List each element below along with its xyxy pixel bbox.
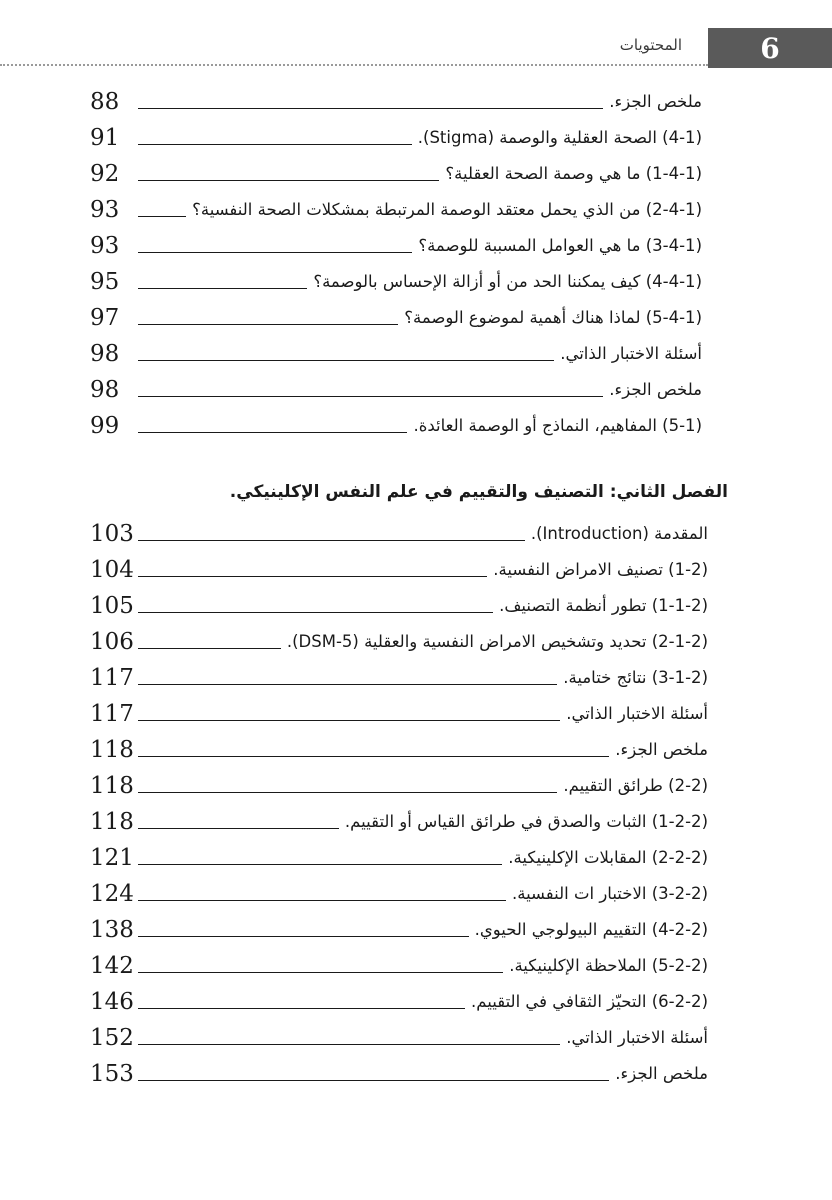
toc-entry — [90, 516, 710, 552]
toc-leader-line — [138, 272, 307, 289]
toc-page-number: 98 — [90, 377, 120, 403]
toc-entry-title: ملخص الجزء. — [615, 740, 708, 759]
toc-entry — [90, 1056, 710, 1092]
toc-entry — [90, 1020, 710, 1056]
toc-leader-line — [138, 776, 557, 793]
toc-leader-line — [138, 236, 412, 253]
toc-entry — [90, 408, 710, 444]
toc-leader-line — [138, 524, 525, 541]
toc-entry-title: (1-2-2) الثبات والصدق في طرائق القياس أو التقييم. — [344, 812, 708, 831]
toc-leader-line — [138, 1028, 560, 1045]
toc-entry — [90, 372, 710, 408]
toc-entry-title: (6-2-2) التحيّز الثقافي في التقييم. — [471, 992, 708, 1011]
toc-leader-line — [138, 884, 506, 901]
toc-page-number: 98 — [90, 341, 120, 367]
toc-entry — [90, 300, 710, 336]
toc-entry — [90, 336, 710, 372]
toc-entry — [90, 120, 710, 156]
toc-leader-line — [138, 560, 487, 577]
page-number: 6 — [760, 31, 780, 65]
toc-page-number: 97 — [90, 305, 120, 331]
toc-page-number: 118 — [90, 773, 134, 799]
toc-entry-title: المقدمة (Introduction). — [530, 524, 708, 543]
toc-leader-line — [138, 92, 603, 109]
toc-entry — [90, 732, 710, 768]
toc-page-number: 146 — [90, 989, 134, 1015]
toc-leader-line — [138, 920, 469, 937]
toc-page-number: 138 — [90, 917, 134, 943]
toc-entry — [90, 660, 710, 696]
toc-page-number: 91 — [90, 125, 120, 151]
toc-entry — [90, 192, 710, 228]
toc-leader-line — [138, 164, 439, 181]
toc-page-number: 88 — [90, 89, 120, 115]
toc-leader-line — [138, 848, 502, 865]
toc-leader-line — [138, 128, 412, 145]
toc-page-number: 106 — [90, 629, 134, 655]
toc-leader-line — [138, 992, 465, 1009]
toc-entry-title: (4-2-2) التقييم البيولوجي الحيوي. — [474, 920, 708, 939]
toc-entry-title: (3-4-1) ما هي العوامل المسببة للوصمة؟ — [418, 236, 702, 255]
toc-entry — [90, 588, 710, 624]
toc-entry-title: ملخص الجزء. — [609, 92, 702, 111]
toc-entry-title: (2-4-1) من الذي يحمل معتقد الوصمة المرتبطة بمشكلات الصحة النفسية؟ — [192, 200, 702, 219]
chapter-title: الفصل الثاني: التصنيف والتقييم في علم النفس الإكلينيكي. — [229, 482, 728, 502]
toc-entry — [90, 552, 710, 588]
toc-entry-title: ملخص الجزء. — [615, 1064, 708, 1083]
toc-page-number: 104 — [90, 557, 134, 583]
page-number-box — [708, 28, 832, 68]
toc-leader-line — [138, 956, 503, 973]
toc-entry-title: (5-1) المفاهيم، النماذج أو الوصمة العائدة. — [413, 416, 702, 435]
toc-entry-title: (1-2) تصنيف الامراض النفسية. — [493, 560, 708, 579]
toc-entry-title: ملخص الجزء. — [609, 380, 702, 399]
header-dotted-rule — [0, 64, 708, 66]
toc-leader-line — [138, 740, 609, 757]
toc-entry-title: (3-1-2) نتائج ختامية. — [563, 668, 708, 687]
toc-entry — [90, 156, 710, 192]
toc-page-number: 92 — [90, 161, 120, 187]
toc-entry — [90, 948, 710, 984]
toc-leader-line — [138, 200, 186, 217]
toc-entry-title: (5-4-1) لماذا هناك أهمية لموضوع الوصمة؟ — [404, 308, 702, 327]
toc-entry — [90, 228, 710, 264]
toc-page-number: 93 — [90, 233, 120, 259]
toc-entry — [90, 696, 710, 732]
toc-entry-title: (2-2-2) المقابلات الإكلينيكية. — [508, 848, 708, 867]
toc-leader-line — [138, 704, 560, 721]
toc-entry-title: أسئلة الاختبار الذاتي. — [566, 1028, 708, 1047]
toc-entry — [90, 840, 710, 876]
toc-entry — [90, 984, 710, 1020]
toc-leader-line — [138, 416, 407, 433]
toc-leader-line — [138, 668, 557, 685]
toc-page-number: 121 — [90, 845, 134, 871]
toc-entry-title: (1-1-2) تطور أنظمة التصنيف. — [499, 596, 708, 615]
toc-leader-line — [138, 812, 339, 829]
toc-entry-title: (2-2) طرائق التقييم. — [563, 776, 708, 795]
toc-page-number: 99 — [90, 413, 120, 439]
toc-entry — [90, 804, 710, 840]
toc-page-number: 117 — [90, 665, 134, 691]
toc-entry — [90, 912, 710, 948]
toc-page-number: 93 — [90, 197, 120, 223]
toc-entry — [90, 84, 710, 120]
toc-page-number: 124 — [90, 881, 134, 907]
toc-leader-line — [138, 596, 493, 613]
toc-page-number: 152 — [90, 1025, 134, 1051]
toc-page-number: 153 — [90, 1061, 134, 1087]
toc-entry — [90, 768, 710, 804]
toc-entry-title: (4-1) الصحة العقلية والوصمة (Stigma). — [417, 128, 702, 147]
running-header-title: المحتويات — [619, 36, 682, 54]
toc-page-number: 95 — [90, 269, 120, 295]
toc-entry — [90, 264, 710, 300]
toc-leader-line — [138, 632, 281, 649]
toc-entry-title: (1-4-1) ما هي وصمة الصحة العقلية؟ — [445, 164, 702, 183]
toc-entry — [90, 876, 710, 912]
toc-page-number: 142 — [90, 953, 134, 979]
toc-page-number: 105 — [90, 593, 134, 619]
toc-page-number: 118 — [90, 809, 134, 835]
toc-entry — [90, 624, 710, 660]
toc-leader-line — [138, 344, 554, 361]
toc-page-number: 103 — [90, 521, 134, 547]
toc-page-number: 117 — [90, 701, 134, 727]
toc-entry-title: (5-2-2) الملاحظة الإكلينيكية. — [509, 956, 708, 975]
toc-leader-line — [138, 1064, 609, 1081]
toc-leader-line — [138, 308, 398, 325]
toc-page-number: 118 — [90, 737, 134, 763]
toc-entry-title: أسئلة الاختبار الذاتي. — [560, 344, 702, 363]
toc-entry-title: أسئلة الاختبار الذاتي. — [566, 704, 708, 723]
toc-entry-title: (2-1-2) تحديد وتشخيص الامراض النفسية والعقلية (DSM-5). — [286, 632, 708, 651]
toc-leader-line — [138, 380, 603, 397]
toc-entry-title: (3-2-2) الاختبار ات النفسية. — [511, 884, 708, 903]
toc-entry-title: (4-4-1) كيف يمكننا الحد من أو أزالة الإحساس بالوصمة؟ — [313, 272, 702, 291]
